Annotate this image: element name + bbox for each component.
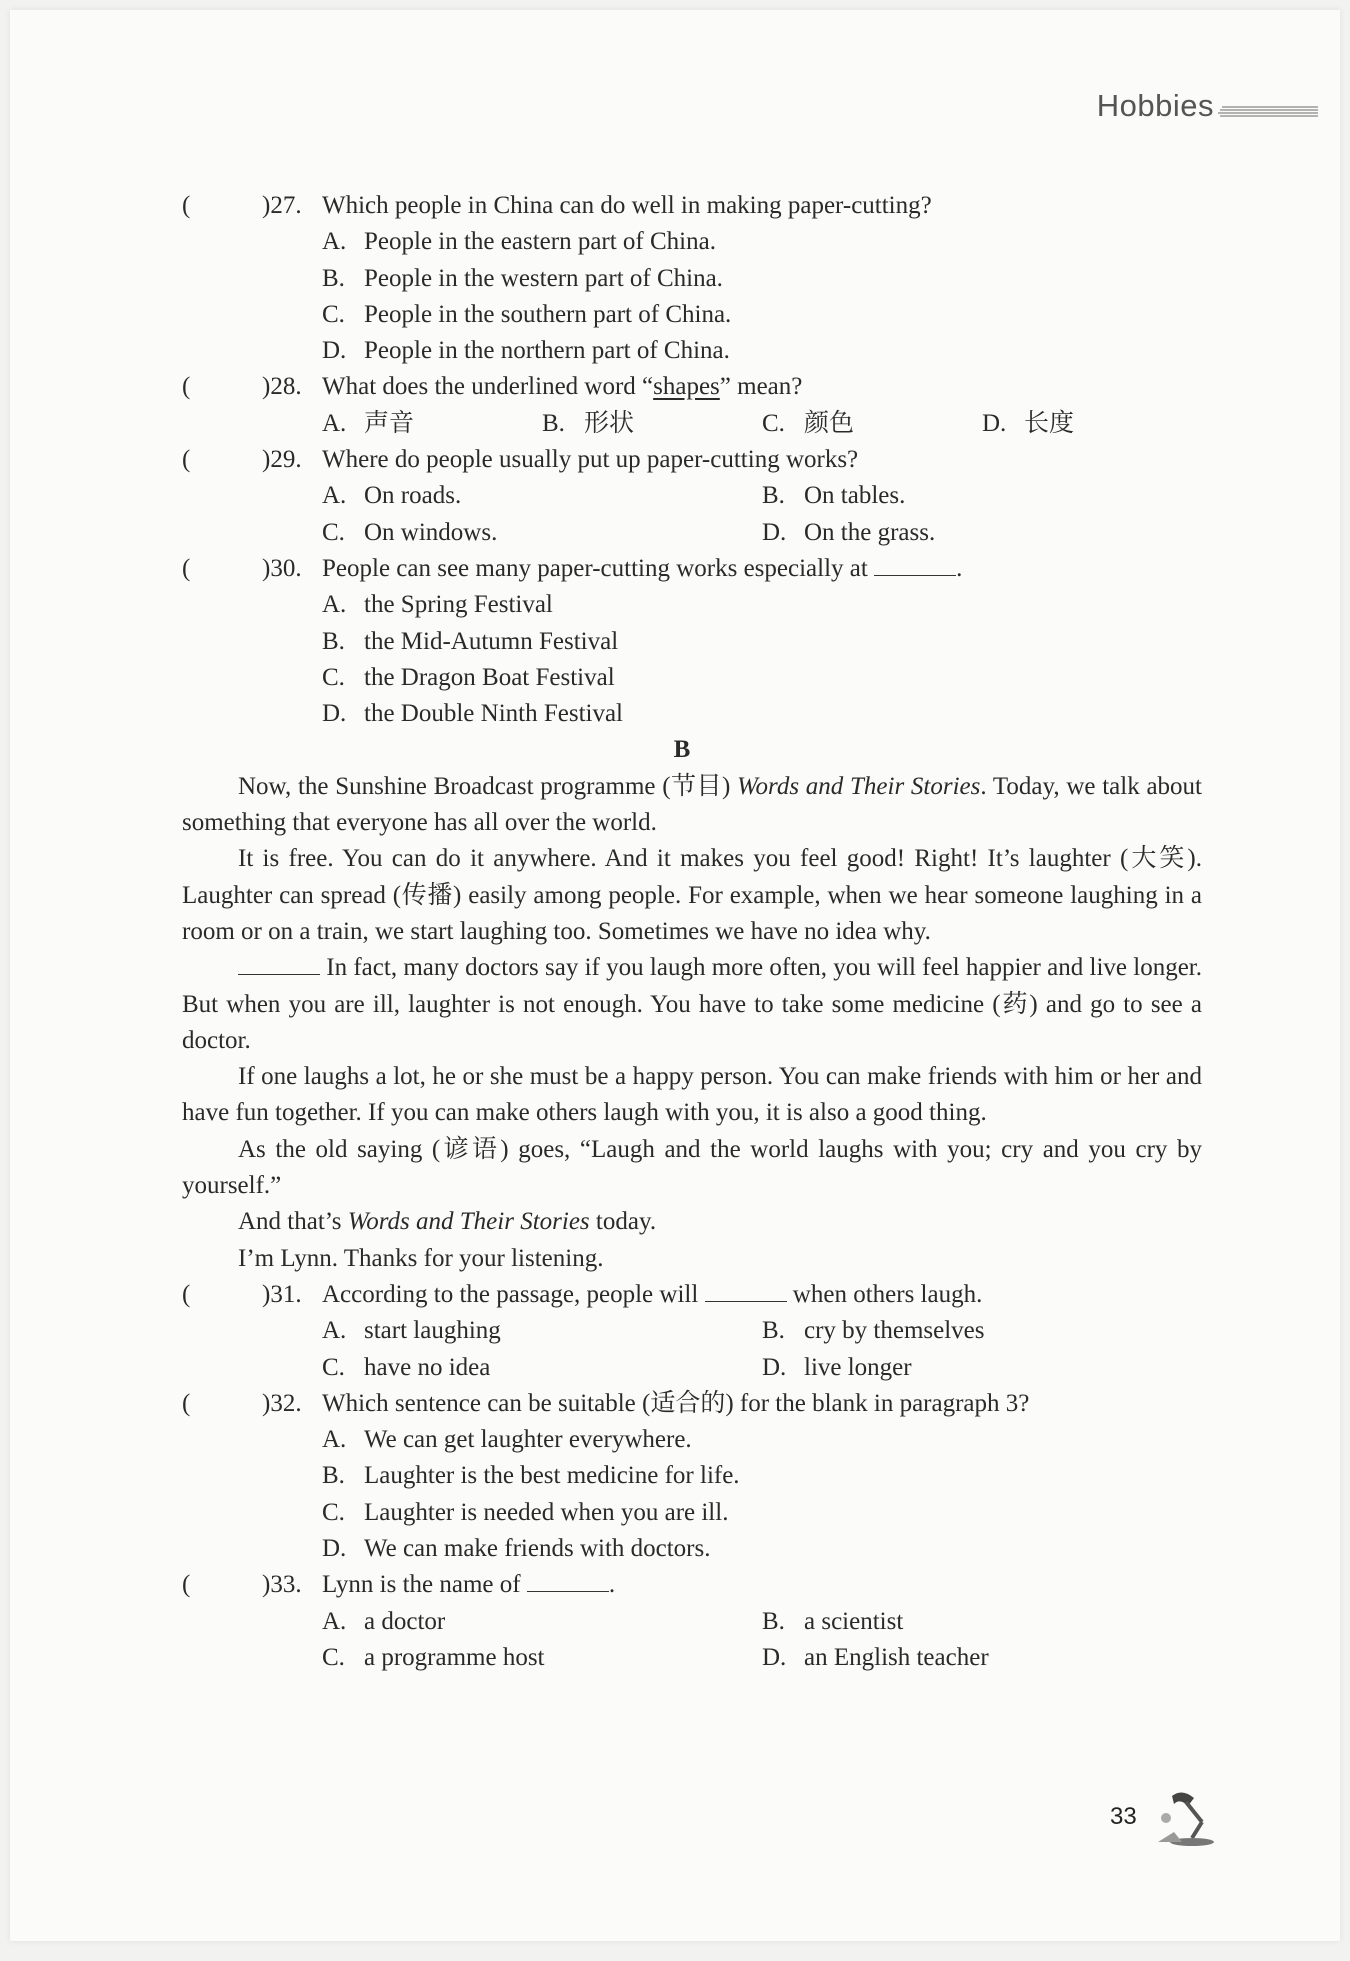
fill-in-blank[interactable] — [705, 1279, 787, 1302]
answer-bracket-33[interactable] — [182, 1567, 262, 1603]
bracket-open: ( — [182, 1280, 191, 1308]
answer-bracket-29[interactable] — [182, 442, 262, 478]
option-a: A. start laughing — [322, 1317, 501, 1345]
options-31 — [182, 1313, 1202, 1386]
option-b: B. Laughter is the best medicine for life. — [322, 1462, 740, 1490]
options-33 — [182, 1604, 1202, 1677]
question-32 — [182, 1386, 1202, 1422]
bracket-close: ) — [262, 192, 271, 219]
bracket-open: ( — [182, 373, 191, 401]
question-31 — [182, 1277, 1202, 1313]
bracket-open: ( — [182, 446, 191, 474]
bracket-close: ) — [262, 554, 271, 582]
options-29 — [182, 478, 1202, 551]
option-d: D. the Double Ninth Festival — [322, 700, 623, 728]
question-number: 30. — [270, 554, 302, 582]
paragraph-blank[interactable] — [238, 952, 320, 975]
bracket-open: ( — [182, 192, 191, 219]
option-b: B. a scientist — [762, 1607, 904, 1635]
option-d: D. People in the northern part of China. — [322, 337, 730, 365]
option-a: A. We can get laughter everywhere. — [322, 1426, 692, 1454]
options-30 — [182, 587, 1202, 732]
option-c: C. have no idea — [322, 1353, 491, 1381]
option-b: B. cry by themselves — [762, 1317, 985, 1345]
option-c: C. Laughter is needed when you are ill. — [322, 1498, 729, 1526]
option-c: C. the Dragon Boat Festival — [322, 663, 615, 691]
options-27 — [182, 224, 1202, 369]
option-c: C. People in the southern part of China. — [322, 300, 732, 328]
question-number: 27. — [270, 192, 302, 219]
question-28 — [182, 369, 1202, 405]
bracket-close: ) — [262, 373, 271, 401]
option-a: A. 声音 — [322, 409, 415, 437]
option-b: B. 形状 — [542, 409, 635, 437]
question-text: Which sentence can be suitable (适合的) for the blank in paragraph 3? — [322, 1389, 1030, 1417]
desk-lamp-icon — [1152, 1788, 1222, 1848]
passage-paragraph-2: It is free. You can do it anywhere. And it makes you feel good! Right! It’s laughter (大笑). Laughter can spread (传播) easily among people. For example, when we hear someone laughing in a room or on a train, we start laughing too. Sometimes we have no idea why. — [182, 845, 1202, 945]
question-number: 31. — [270, 1280, 302, 1308]
passage-paragraph-7: I’m Lynn. Thanks for your listening. — [238, 1244, 604, 1272]
option-b: B. the Mid-Autumn Festival — [322, 627, 619, 655]
passage-paragraph-4: If one laughs a lot, he or she must be a happy person. You can make friends with him or her and have fun together. If you can make others laugh with you, it is also a good thing. — [182, 1063, 1202, 1127]
passage-paragraph-5: As the old saying (谚语) goes, “Laugh and the world laughs with you; cry and you cry by yourself.” — [182, 1135, 1202, 1200]
question-text: People can see many paper-cutting works especially at . — [322, 554, 963, 582]
page — [10, 10, 1340, 1941]
bracket-open: ( — [182, 1571, 191, 1599]
question-text: According to the passage, people will when others laugh. — [322, 1280, 983, 1308]
passage-paragraph-1: Now, the Sunshine Broadcast programme (节目) Words and Their Stories. Today, we talk about something that everyone has all over the world. — [182, 772, 1202, 837]
header-decoration-lines — [1218, 105, 1318, 119]
options-28 — [182, 406, 1202, 442]
bracket-open: ( — [182, 554, 191, 582]
question-text: What does the underlined word “shapes” mean? — [322, 373, 803, 401]
option-c: C. On windows. — [322, 518, 498, 546]
option-d: D. On the grass. — [762, 518, 936, 546]
option-b: B. On tables. — [762, 482, 906, 510]
option-a: A. On roads. — [322, 482, 462, 510]
passage-paragraph-6: And that’s Words and Their Stories today. — [238, 1208, 657, 1236]
option-b: B. People in the western part of China. — [322, 264, 723, 292]
unit-header-title: Hobbies — [1096, 88, 1214, 123]
option-a: A. People in the eastern part of China. — [322, 228, 716, 256]
question-number: 29. — [270, 446, 302, 474]
bracket-close: ) — [262, 1389, 271, 1417]
question-text: Where do people usually put up paper-cutting works? — [322, 446, 859, 474]
option-d: D. We can make friends with doctors. — [322, 1534, 711, 1562]
bracket-close: ) — [262, 446, 271, 474]
question-text: Lynn is the name of . — [322, 1571, 616, 1599]
question-number: 32. — [270, 1389, 302, 1417]
option-c: C. a programme host — [322, 1643, 545, 1671]
worksheet-content — [182, 188, 1202, 1676]
option-d: D. 长度 — [982, 409, 1075, 437]
answer-bracket-31[interactable] — [182, 1277, 262, 1313]
options-32 — [182, 1422, 1202, 1567]
answer-bracket-32[interactable] — [182, 1386, 262, 1422]
bracket-open: ( — [182, 1389, 191, 1417]
passage-paragraph-3: In fact, many doctors say if you laugh more often, you will feel happier and live longer. But when you are ill, laughter is not enough. You have to take some medicine (药) and go to see a doctor. — [182, 954, 1202, 1054]
fill-in-blank[interactable] — [527, 1569, 609, 1592]
question-number: 28. — [270, 373, 302, 401]
option-d: D. live longer — [762, 1353, 912, 1381]
question-33 — [182, 1567, 1202, 1603]
page-number: 33 — [1110, 1803, 1137, 1830]
fill-in-blank[interactable] — [874, 553, 956, 576]
question-27 — [182, 188, 1202, 224]
bracket-close: ) — [262, 1280, 271, 1308]
bracket-close: ) — [262, 1571, 271, 1599]
question-number: 33. — [270, 1571, 302, 1599]
option-c: C. 颜色 — [762, 409, 855, 437]
answer-bracket-27[interactable] — [182, 188, 262, 224]
answer-bracket-28[interactable] — [182, 369, 262, 405]
underlined-word: shapes — [653, 373, 720, 401]
section-b-title: B — [673, 736, 691, 764]
answer-bracket-30[interactable] — [182, 551, 262, 587]
option-d: D. an English teacher — [762, 1643, 989, 1671]
question-text: Which people in China can do well in making paper-cutting? — [322, 192, 932, 219]
option-a: A. the Spring Festival — [322, 591, 553, 619]
option-a: A. a doctor — [322, 1607, 446, 1635]
question-29 — [182, 442, 1202, 478]
question-30 — [182, 551, 1202, 587]
